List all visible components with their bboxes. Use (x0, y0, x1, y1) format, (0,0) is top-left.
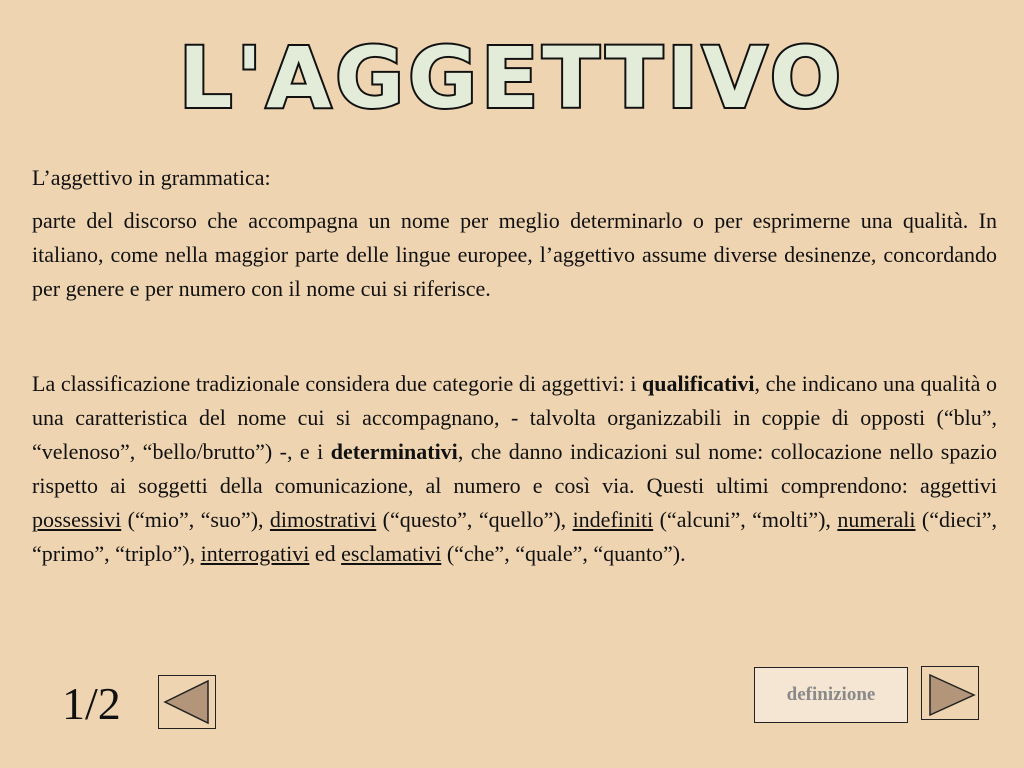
text-run: (“dieci”, “primo”, “triplo”), (32, 507, 998, 566)
text-run: , che indicano una qualità o una caratteristica del nome cui si accompagnano, - talvolta organizzabili in coppie di opposti (“blu”, “velenoso”, “bello/brutto”) -, e i (32, 371, 997, 464)
text-run: La classificazione tradizionale considera due categorie di aggettivi: i (32, 371, 643, 396)
previous-slide-button[interactable] (158, 675, 216, 729)
page-indicator: 1/2 (62, 678, 121, 729)
triangle-left-icon (159, 676, 215, 728)
slide-title: L'AGGETTIVO (178, 29, 846, 127)
term-possessivi: possessivi (32, 507, 122, 532)
triangle-right-icon (922, 667, 980, 723)
text-run: (“mio”, “suo”), (121, 507, 270, 532)
term-interrogativi: interrogativi (200, 541, 310, 566)
term-indefiniti: indefiniti (572, 507, 654, 532)
term-dimostrativi: dimostrativi (269, 507, 377, 532)
intro-text: L’aggettivo in grammatica: (32, 165, 271, 190)
definition-paragraph: parte del discorso che accompagna un nome per meglio determinarlo o per esprimerne una qualità. In italiano, come nella maggior parte delle lingue europee, l’aggettivo assume diverse desinenze, concordando per genere e per numero con il nome cui si riferisce. (32, 208, 997, 301)
next-slide-button[interactable] (921, 666, 979, 720)
definition-button[interactable]: definizione (754, 667, 908, 723)
text-run: ed (309, 541, 342, 566)
term-qualificativi: qualificativi (642, 371, 755, 396)
classification-paragraph (32, 367, 997, 571)
term-esclamativi: esclamativi (341, 541, 442, 566)
text-run: (“che”, “quale”, “quanto”). (441, 541, 686, 566)
term-determinativi: determinativi (330, 439, 458, 464)
text-run: (“questo”, “quello”), (376, 507, 573, 532)
term-numerali: numerali (837, 507, 916, 532)
text-run: , che danno indicazioni sul nome: collocazione nello spazio rispetto ai soggetti della comunicazione, al numero e così via. Questi ultimi comprendono: aggettivi (32, 439, 997, 498)
text-run: (“alcuni”, “molti”), (653, 507, 838, 532)
